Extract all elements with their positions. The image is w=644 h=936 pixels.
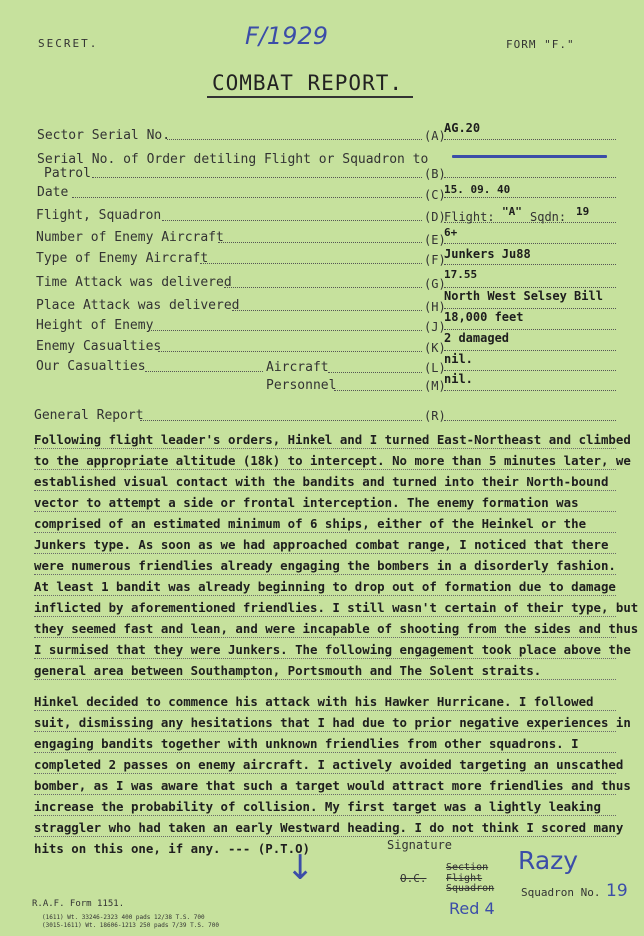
field-code: (K) (424, 341, 446, 355)
report-line: bomber, as I was aware that such a target would attract more friendlies and thus (34, 778, 631, 793)
ruled-line (34, 752, 616, 753)
type-enemy-value: Junkers Ju88 (444, 247, 531, 261)
report-line: straggler who had taken an early Westward heading. I do not think I scored many (34, 820, 624, 835)
ruled-line (34, 679, 616, 680)
value-dots (444, 264, 616, 265)
report-line: to the appropriate altitude (18k) to intercept. No more than 5 minutes later, we (34, 453, 631, 468)
leader-dots (162, 220, 422, 221)
field-code: (A) (424, 129, 446, 143)
signature-label: Signature (387, 838, 453, 852)
sector-serial-value: AG.20 (444, 121, 481, 135)
raf-form-label: R.A.F. Form 1151. (32, 899, 125, 909)
ruled-line (34, 815, 616, 816)
report-line: established visual contact with the bandits and turned into their North-bound (34, 474, 609, 489)
place-attack-value: North West Selsey Bill (444, 289, 603, 303)
ruled-line (34, 595, 616, 596)
value-dots (444, 370, 616, 371)
report-line: hits on this one, if any. --- (P.T.O) (34, 841, 311, 856)
leader-dots (145, 371, 263, 372)
leader-dots (200, 263, 422, 264)
field-code: (H) (424, 300, 446, 314)
form-label: FORM "F." (506, 38, 575, 51)
value-dots (444, 420, 616, 421)
report-line: Hinkel decided to commence his attack with his Hawker Hurricane. I followed (34, 694, 594, 709)
sqdn-prefix: Sqdn: (530, 210, 567, 224)
time-attack-value: 17.55 (444, 268, 478, 281)
page-title: COMBAT REPORT. (212, 71, 404, 95)
leader-dots (148, 330, 422, 331)
report-line: Following flight leader's orders, Hinkel and I turned East-Northeast and climbed (34, 432, 631, 447)
type-enemy-label: Type of Enemy Aircraft (36, 251, 209, 266)
date-label: Date (37, 185, 69, 200)
arrow-down-icon: ↓ (286, 848, 315, 888)
value-dots (444, 139, 616, 140)
sqdn-value: 19 (576, 205, 590, 218)
report-line: inflicted by aforementioned friendlies. I still wasn't certain of their type, but (34, 600, 639, 615)
flight-label: Flight (446, 873, 483, 884)
report-line: Junkers type. As soon as we had approached combat range, I noticed that there (34, 537, 609, 552)
serial-order-label-cont: Patrol (44, 166, 91, 181)
field-code: (C) (424, 188, 446, 202)
leader-dots (140, 420, 422, 421)
height-label: Height of Enemy (36, 318, 154, 333)
sector-serial-label: Sector Serial No. (37, 128, 171, 143)
leader-dots (167, 139, 422, 140)
report-line: I surmised that they were Junkers. The following engagement took place above the (34, 642, 631, 657)
ruled-line (34, 553, 616, 554)
ruled-line (34, 532, 616, 533)
serial-order-label: Serial No. of Order detiling Flight or Squadron to (37, 152, 429, 167)
ruled-line (34, 794, 616, 795)
report-line: completed 2 passes on enemy aircraft. I actively avoided targeting an unscathed (34, 757, 624, 772)
enemy-casualties-value: 2 damaged (444, 331, 510, 345)
personnel-label: Personnel (266, 378, 337, 393)
leader-dots (224, 287, 422, 288)
ruled-line (34, 574, 616, 575)
aircraft-value: nil. (444, 352, 473, 366)
field-code: (J) (424, 320, 446, 334)
enemy-casualties-label: Enemy Casualties (36, 339, 162, 354)
oc-label: O.C. (400, 872, 427, 885)
report-line: vector to attempt a side or frontal interception. The enemy formation was (34, 495, 579, 510)
value-dots (444, 222, 616, 223)
our-casualties-label: Our Casualties (36, 359, 146, 374)
leader-dots (334, 390, 422, 391)
flight-prefix: Flight: (444, 210, 495, 224)
ruled-line (34, 469, 616, 470)
value-dots (444, 197, 616, 198)
field-code: (G) (424, 277, 446, 291)
time-attack-label: Time Attack was delivered (36, 275, 232, 290)
value-dots (444, 177, 616, 178)
handwritten-signature: Razy (518, 846, 579, 875)
report-line: engaging bandits together with unknown friendlies from other squadrons. I (34, 736, 579, 751)
field-code: (D) (424, 210, 446, 224)
printer-note: (3015-1611) Wt. 18606-1213 250 pads 7/39 T.S. 700 (42, 922, 220, 929)
value-dots (444, 308, 616, 309)
ruled-line (34, 731, 616, 732)
ruled-line (34, 448, 616, 449)
value-dots (444, 329, 616, 330)
value-dots (444, 287, 616, 288)
num-enemy-label: Number of Enemy Aircraft (36, 230, 224, 245)
printer-note: (1611) Wt. 33246-2323 400 pads 12/38 T.S. 700 (42, 914, 205, 921)
field-code: (M) (424, 379, 446, 393)
report-line: increase the probability of collision. My first target was a lightly leaking (34, 799, 601, 814)
value-dots (444, 390, 616, 391)
report-line: general area between Southampton, Portsmouth and The Solent straits. (34, 663, 542, 678)
ruled-line (34, 658, 616, 659)
leader-dots (158, 351, 422, 352)
height-value: 18,000 feet (444, 310, 524, 324)
ruled-line (34, 637, 616, 638)
report-line: suit, dismissing any hesitations that I had due to prior negative experiences in (34, 715, 631, 730)
flight-value: "A" (502, 205, 522, 218)
secret-label: SECRET. (38, 37, 99, 50)
handwritten-reference: F/1929 (245, 22, 328, 50)
squadron-no-label: Squadron No. (521, 886, 601, 899)
value-dots (444, 350, 616, 351)
report-line: were numerous friendlies already engaging the bombers in a disorderly fashion. (34, 558, 616, 573)
leader-dots (72, 197, 422, 198)
ink-line (452, 155, 607, 158)
value-dots (444, 243, 616, 244)
leader-dots (232, 310, 422, 311)
date-value: 15. 09. 40 (444, 183, 511, 196)
place-attack-label: Place Attack was delivered (36, 298, 240, 313)
field-code: (F) (424, 253, 446, 267)
ruled-line (34, 490, 616, 491)
ruled-line (34, 773, 616, 774)
report-line: they seemed fast and lean, and were incapable of shooting from the sides and thus (34, 621, 639, 636)
general-report-label: General Report (34, 408, 144, 423)
leader-dots (328, 372, 422, 373)
ruled-line (34, 836, 616, 837)
ruled-line (34, 710, 616, 711)
num-enemy-value: 6+ (444, 226, 458, 239)
report-line: At least 1 bandit was already beginning to drop out of formation due to damage (34, 579, 616, 594)
field-code: (E) (424, 233, 446, 247)
leader-dots (92, 177, 422, 178)
leader-dots (218, 242, 422, 243)
squadron-label: Squadron (446, 883, 495, 894)
report-line: comprised of an estimated minimum of 6 ships, either of the Heinkel or the (34, 516, 587, 531)
aircraft-label: Aircraft (266, 360, 329, 375)
field-code: (B) (424, 167, 446, 181)
field-code: (L) (424, 361, 446, 375)
squadron-no-value: 19 (606, 881, 628, 901)
title-underline (207, 96, 413, 98)
personnel-value: nil. (444, 372, 473, 386)
ruled-line (34, 511, 616, 512)
handwritten-callsign: Red 4 (449, 899, 495, 918)
ruled-line (34, 616, 616, 617)
flight-squadron-label: Flight, Squadron (36, 208, 162, 223)
section-label: Section (446, 862, 489, 873)
field-code: (R) (424, 409, 446, 423)
